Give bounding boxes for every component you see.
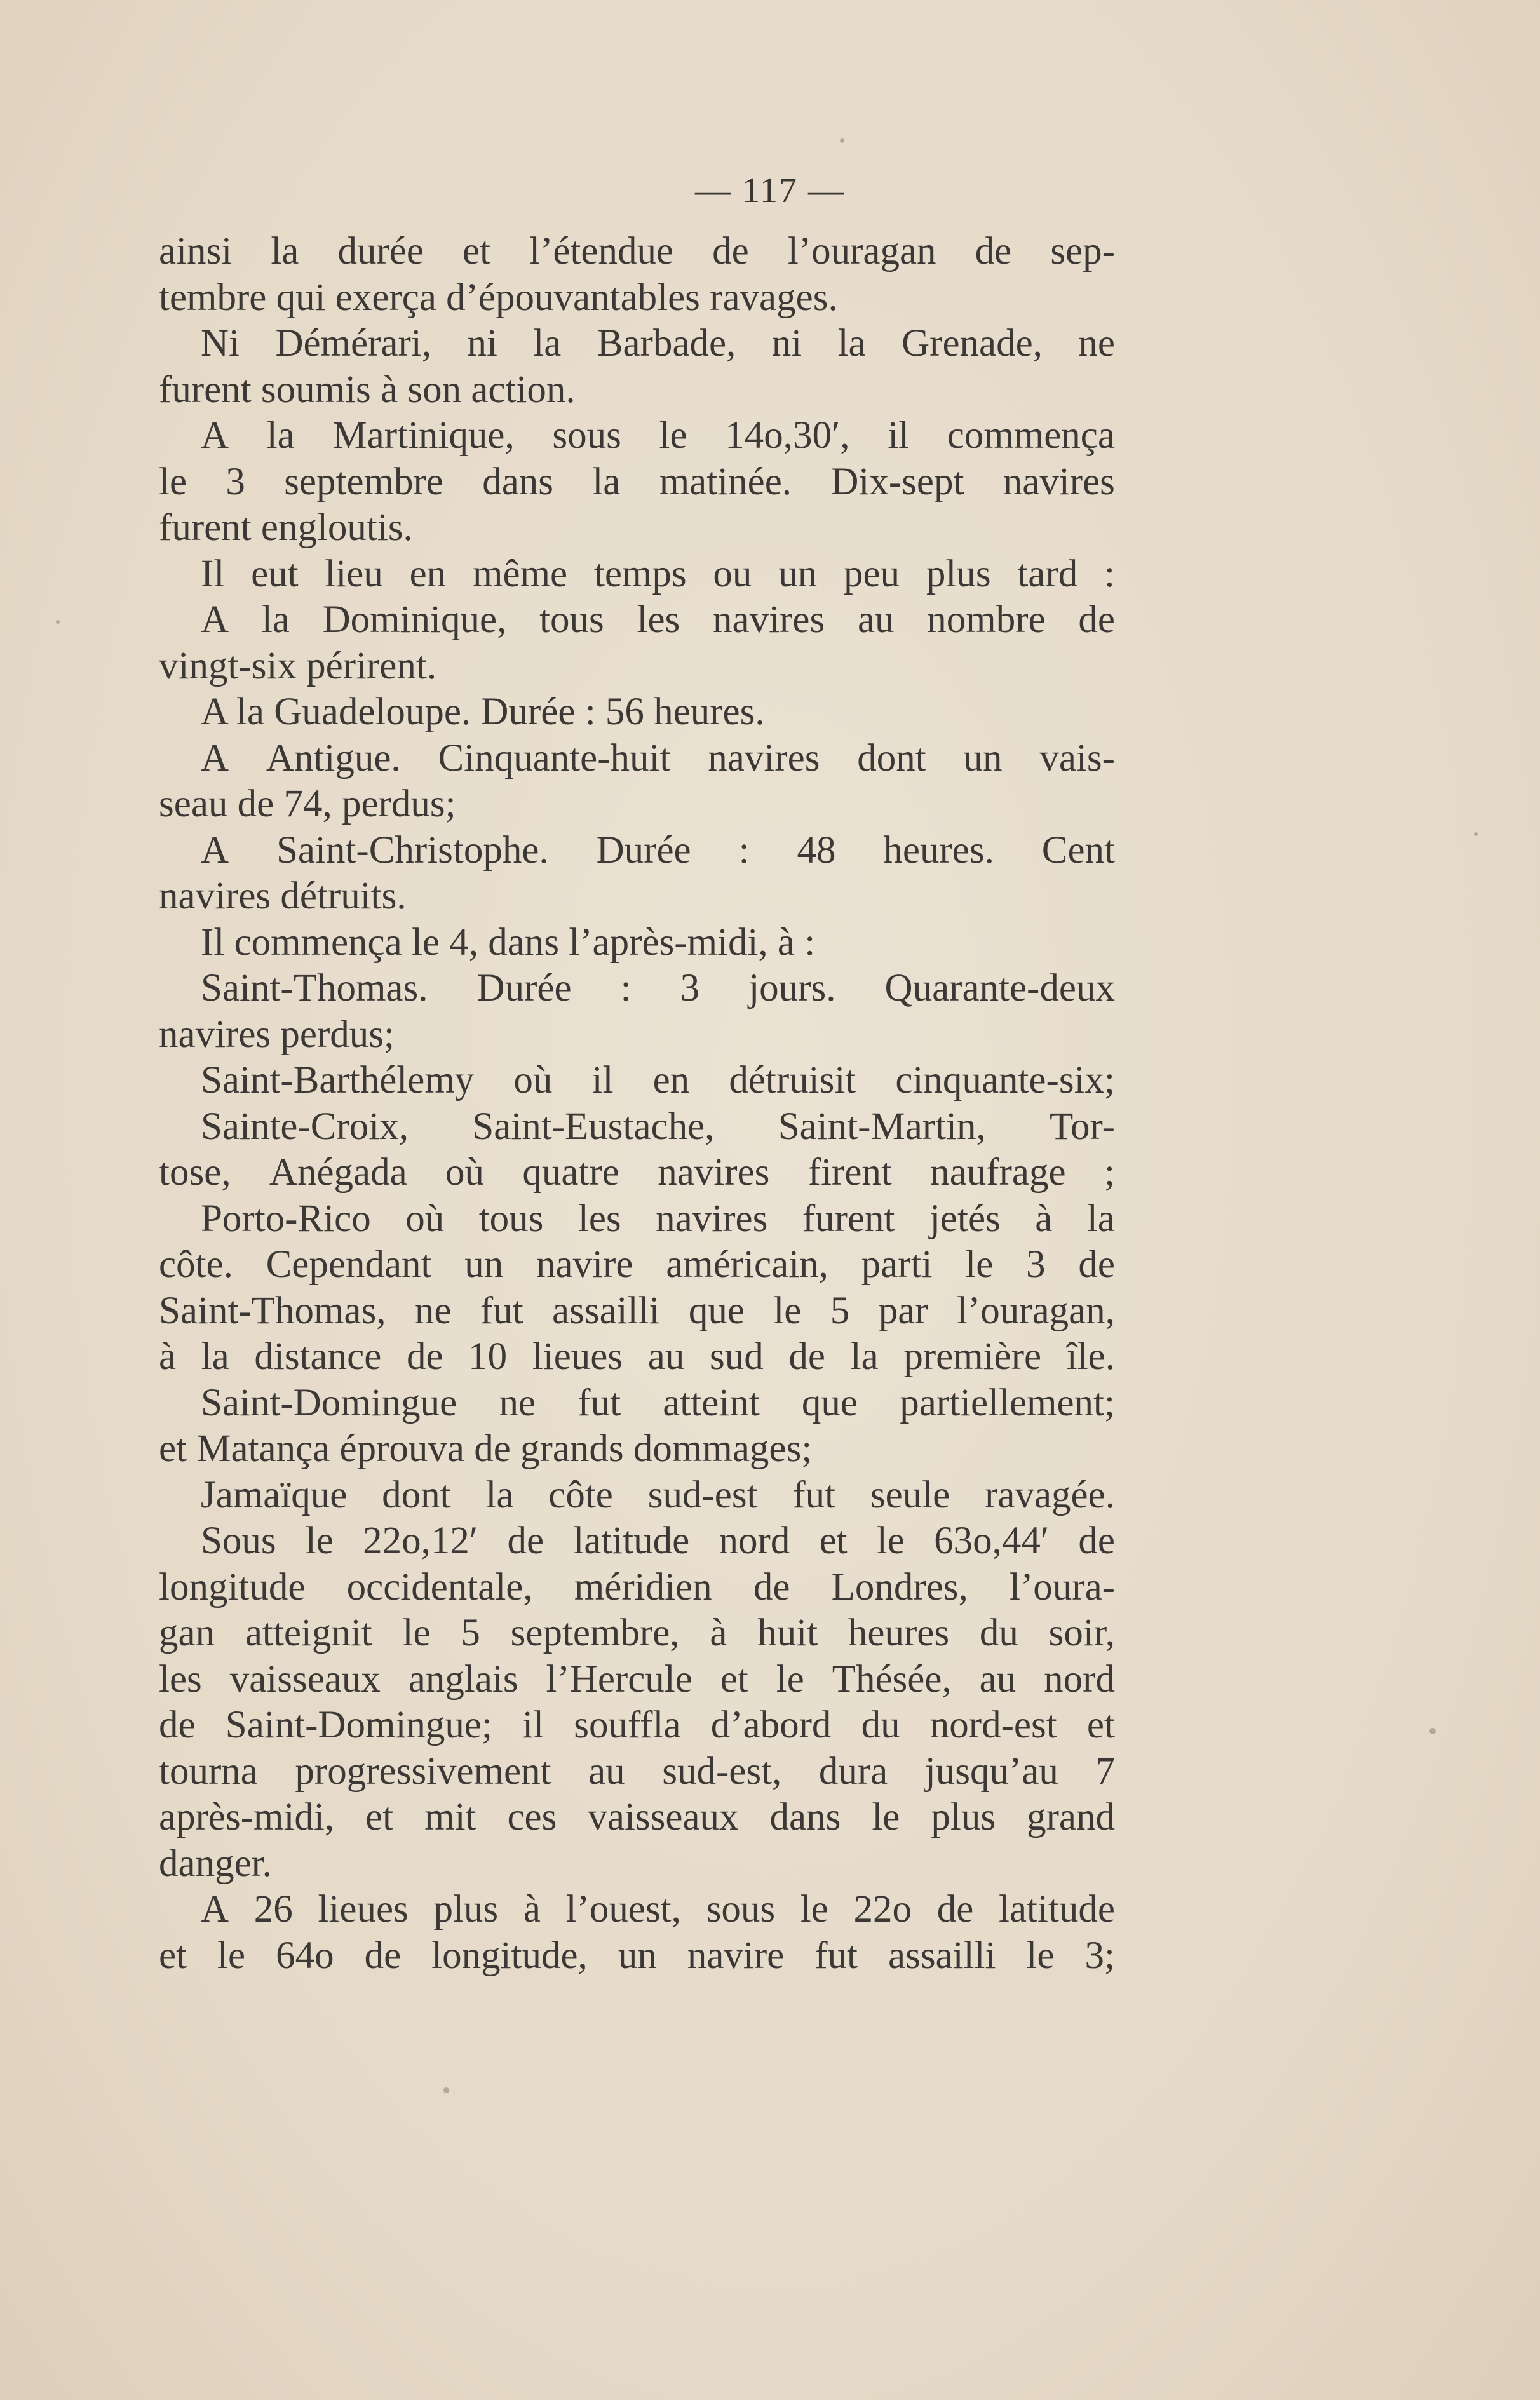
text-line: A la Martinique, sous le 14o,30′, il commença (201, 414, 1115, 457)
text-line: A Saint-Christophe. Durée : 48 heures. Cent (201, 828, 1115, 872)
text-line: ainsi la durée et l’étendue de l’ouragan de sep- (159, 230, 1115, 273)
text-line: longitude occidentale, méridien de Londres, l’oura- (159, 1565, 1115, 1608)
text-line: après-midi, et mit ces vaisseaux dans le plus grand (159, 1796, 1115, 1838)
text-line: A la Dominique, tous les navires au nombre de (201, 598, 1115, 641)
body-text (159, 229, 1115, 1979)
text-line: gan atteignit le 5 septembre, à huit heures du soir, (159, 1612, 1115, 1654)
text-line: Porto-Rico où tous les navires furent jetés à la (201, 1197, 1115, 1240)
page-number: — 117 — (695, 171, 845, 210)
text-line: tourna progressivement au sud-est, dura jusqu’au 7 (159, 1749, 1115, 1793)
text-line: côte. Cependant un navire américain, parti le 3 de (159, 1243, 1115, 1286)
text-line: Il eut lieu en même temps ou un peu plus tard : (201, 552, 1115, 595)
paper-speck (1474, 832, 1478, 836)
text-line: Sainte-Croix, Saint-Eustache, Saint-Martin, Tor- (201, 1105, 1115, 1148)
text-line: A 26 lieues plus à l’ouest, sous le 22o de latitude (201, 1888, 1115, 1931)
text-line: navires détruits. (159, 875, 407, 917)
text-line: vingt-six périrent. (159, 644, 437, 687)
text-line: furent soumis à son action. (159, 368, 576, 411)
text-line: de Saint-Domingue; il souffla d’abord du nord-est et (159, 1704, 1115, 1746)
text-line: Jamaïque dont la côte sud-est fut seule ravagée. (201, 1473, 1115, 1516)
text-line: A Antigue. Cinquante-huit navires dont un vais- (201, 736, 1115, 779)
text-line: furent engloutis. (159, 506, 413, 549)
text-line: Sous le 22o,12′ de latitude nord et le 63o,44′ de (201, 1520, 1115, 1562)
text-line: et le 64o de longitude, un navire fut assailli le 3; (159, 1934, 1115, 1977)
text-line: Saint-Thomas, ne fut assailli que le 5 par l’ouragan, (159, 1289, 1115, 1332)
text-line: et Matança éprouva de grands dommages; (159, 1427, 813, 1470)
text-line: Il commença le 4, dans l’après-midi, à : (201, 920, 816, 964)
text-line: danger. (159, 1842, 272, 1885)
text-line: Saint-Barthélemy où il en détruisit cinquante-six; (201, 1059, 1115, 1102)
text-line: le 3 septembre dans la matinée. Dix-sept navires (159, 460, 1115, 503)
paper-speck (56, 620, 60, 624)
paper-speck (840, 138, 844, 143)
text-line: seau de 74, perdus; (159, 783, 456, 825)
text-line: A la Guadeloupe. Durée : 56 heures. (201, 691, 765, 733)
text-line: Ni Démérari, ni la Barbade, ni la Grenade, ne (201, 322, 1115, 365)
text-line: Saint-Domingue ne fut atteint que partiellement; (201, 1381, 1115, 1424)
text-line: Saint-Thomas. Durée : 3 jours. Quarante-deux (201, 967, 1115, 1009)
text-line: les vaisseaux anglais l’Hercule et le Thésée, au nord (159, 1657, 1115, 1701)
text-line: navires perdus; (159, 1013, 395, 1056)
text-line: tose, Anégada où quatre navires firent naufrage ; (159, 1151, 1115, 1194)
text-line: tembre qui exerça d’épouvantables ravages. (159, 276, 838, 319)
paper-speck (443, 2087, 449, 2093)
paper-speck (1429, 1728, 1436, 1734)
text-line: à la distance de 10 lieues au sud de la première île. (159, 1335, 1115, 1378)
